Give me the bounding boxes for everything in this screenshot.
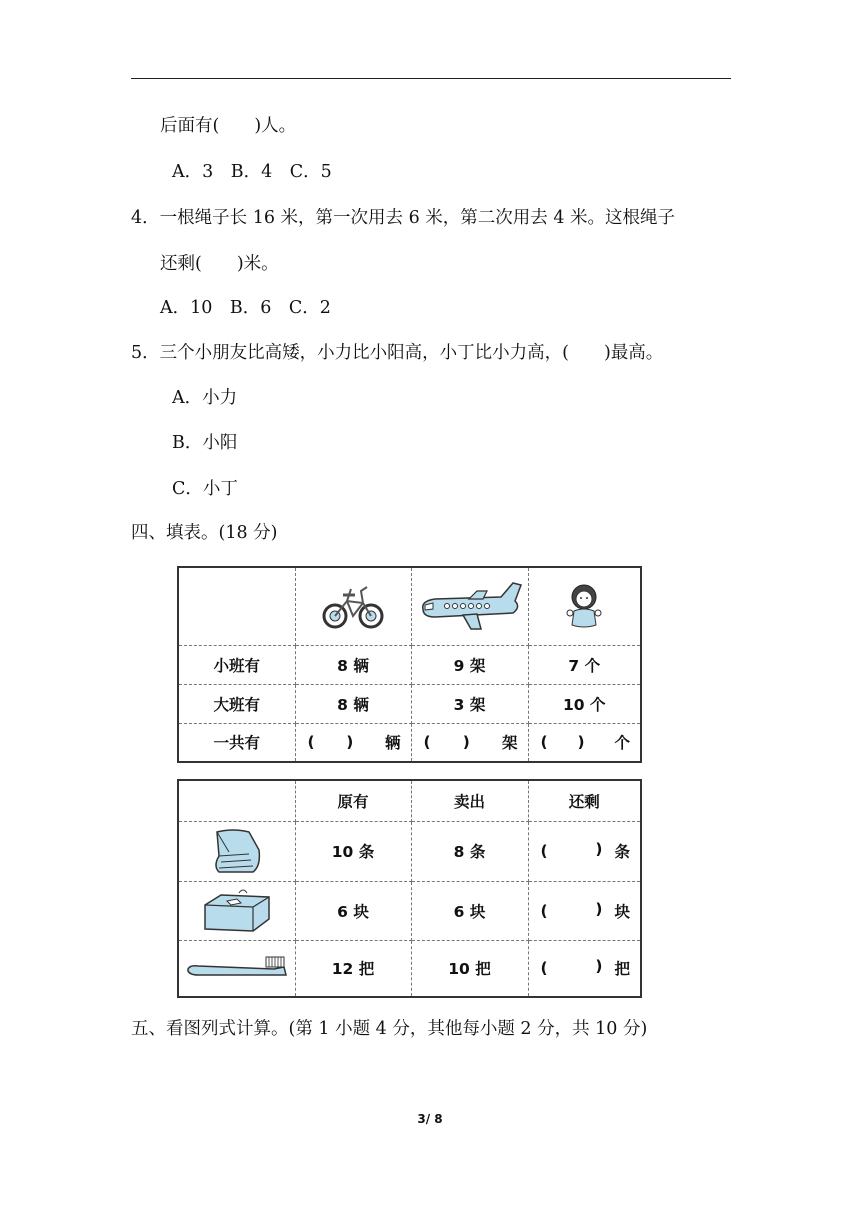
- table1-header-row: [179, 568, 640, 645]
- blank-total-dolls[interactable]: [528, 723, 640, 761]
- blank-towel-remaining[interactable]: [528, 821, 640, 881]
- blank-soap-remaining[interactable]: [528, 881, 640, 940]
- open-paren: (: [540, 842, 548, 860]
- table2-header-row: [179, 781, 640, 821]
- close-paren: ): [595, 840, 603, 858]
- q5-option-a: A．小力: [172, 388, 238, 408]
- q4-continuation: 还剩( )米。: [160, 254, 279, 274]
- table-row: [179, 684, 640, 723]
- page-number: 3/ 8: [417, 1112, 443, 1126]
- table1-corner-cell: [179, 568, 295, 645]
- row-label-total: 一共有: [179, 723, 295, 761]
- header-sold: 卖出: [411, 781, 528, 821]
- cell-brush-original: 12 把: [295, 940, 411, 996]
- close-paren: ): [595, 957, 603, 976]
- q4-options: A．10 B．6 C．2: [160, 298, 331, 318]
- cell-big-dolls: 10 个: [528, 684, 640, 723]
- cell-brush-sold: 10 把: [411, 940, 528, 996]
- cell-small-bikes: 8 辆: [295, 645, 411, 684]
- airplane-cell: [411, 568, 528, 645]
- question-4: 4．一根绳子长 16 米，第一次用去 6 米，第二次用去 4 米。这根绳子: [131, 208, 676, 228]
- header-rule: [131, 78, 731, 79]
- table2-corner-cell: [179, 781, 295, 821]
- unit-label: 把: [614, 960, 630, 979]
- section-5-title: 五、看图列式计算。(第 1 小题 4 分，其他每小题 2 分，共 10 分): [131, 1019, 648, 1039]
- close-paren: ): [595, 899, 603, 918]
- open-paren: (: [540, 733, 548, 752]
- table-vehicles: [177, 566, 642, 763]
- q3-continuation: 后面有( )人。: [160, 116, 297, 136]
- bicycle-icon: [321, 581, 385, 631]
- cell-soap-sold: 6 块: [411, 881, 528, 940]
- close-paren: ): [462, 733, 470, 752]
- cell-big-planes: 3 架: [411, 684, 528, 723]
- table-row: [179, 645, 640, 684]
- row-label-small-class: 小班有: [179, 645, 295, 684]
- toothbrush-icon: [184, 953, 290, 983]
- unit-label: 个: [614, 734, 630, 753]
- table-row: [179, 881, 640, 940]
- cell-small-dolls: 7 个: [528, 645, 640, 684]
- row-label-big-class: 大班有: [179, 684, 295, 723]
- q3-options: A．3 B．4 C．5: [172, 162, 332, 182]
- soap-icon: [201, 885, 273, 937]
- open-paren: (: [423, 733, 431, 752]
- table-row: [179, 821, 640, 881]
- doll-icon: [564, 581, 604, 631]
- cell-towel-original: 10 条: [295, 821, 411, 881]
- toothbrush-cell: [179, 940, 295, 996]
- unit-label: 架: [501, 734, 518, 753]
- doll-cell: [528, 568, 640, 645]
- open-paren: (: [540, 959, 548, 978]
- cell-soap-original: 6 块: [295, 881, 411, 940]
- open-paren: (: [540, 901, 548, 920]
- q5-option-b: B．小阳: [172, 433, 238, 453]
- header-remaining: 还剩: [528, 781, 640, 821]
- cell-towel-sold: 8 条: [411, 821, 528, 881]
- close-paren: ): [346, 733, 354, 752]
- table-row-total: [179, 723, 640, 761]
- towel-icon: [209, 826, 265, 876]
- soap-cell: [179, 881, 295, 940]
- towel-cell: [179, 821, 295, 881]
- unit-label: 辆: [384, 734, 401, 753]
- header-original: 原有: [295, 781, 411, 821]
- close-paren: ): [577, 733, 585, 752]
- blank-total-bikes[interactable]: [295, 723, 411, 761]
- airplane-icon: [417, 579, 523, 633]
- blank-brush-remaining[interactable]: [528, 940, 640, 996]
- q5-option-c: C．小丁: [172, 479, 238, 499]
- table-row: [179, 940, 640, 996]
- unit-label: 条: [614, 843, 630, 861]
- bicycle-cell: [295, 568, 411, 645]
- question-5: 5．三个小朋友比高矮，小力比小阳高，小丁比小力高，( )最高。: [131, 343, 664, 363]
- blank-total-planes[interactable]: [411, 723, 528, 761]
- cell-big-bikes: 8 辆: [295, 684, 411, 723]
- unit-label: 块: [614, 902, 630, 921]
- open-paren: (: [307, 733, 315, 752]
- section-4-title: 四、填表。(18 分): [131, 523, 278, 543]
- cell-small-planes: 9 架: [411, 645, 528, 684]
- table-goods: [177, 779, 642, 998]
